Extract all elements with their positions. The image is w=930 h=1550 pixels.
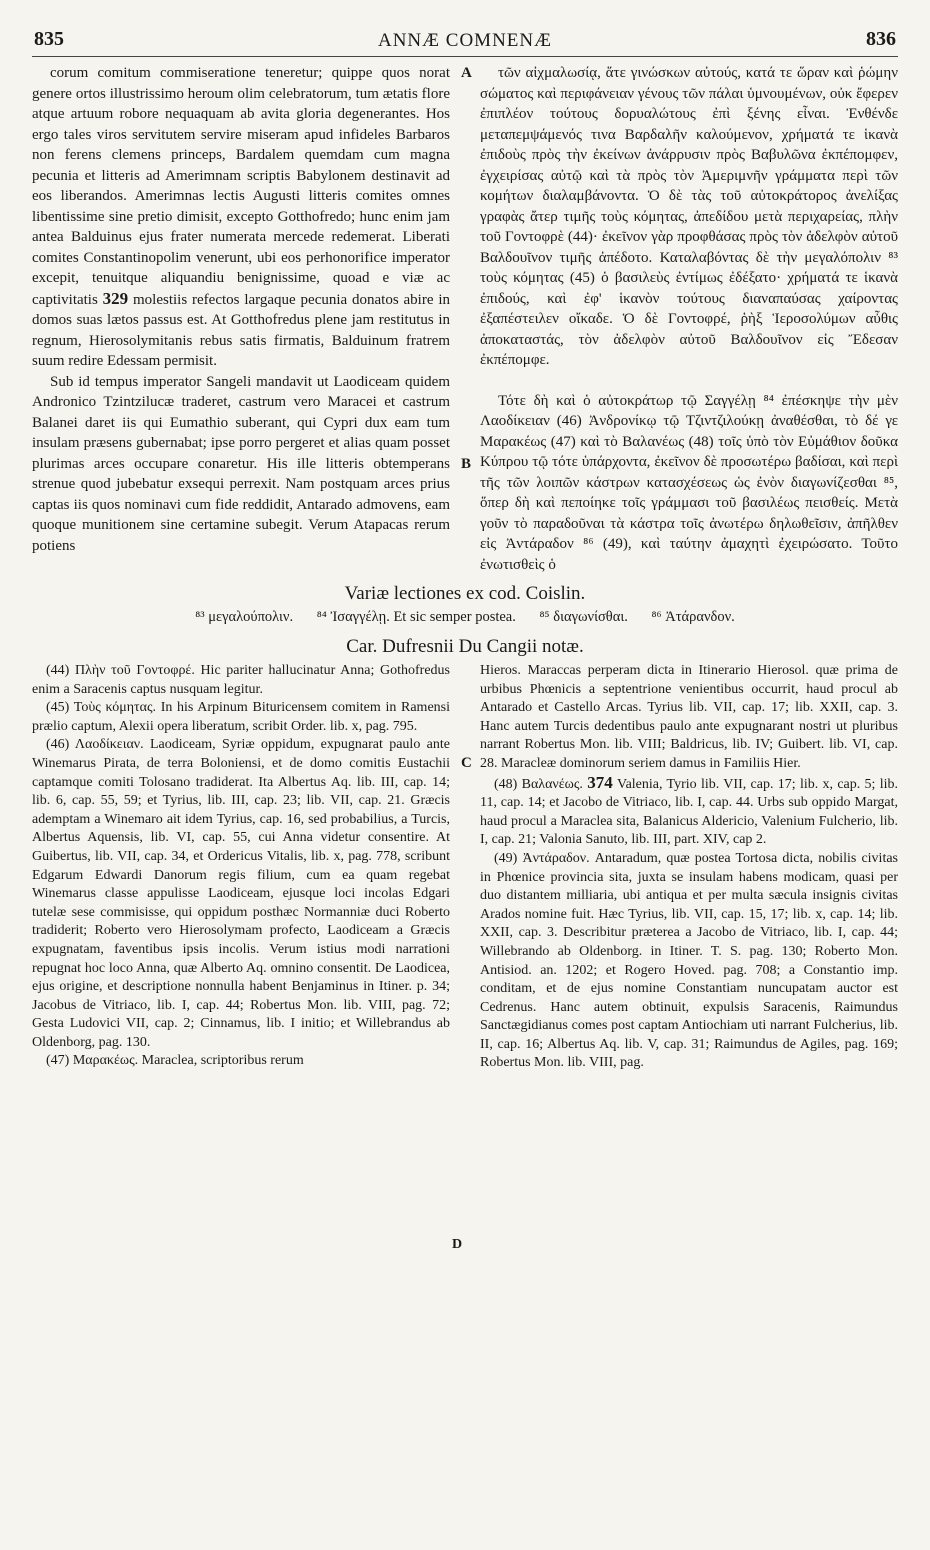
margin-marker-b: B	[461, 456, 472, 472]
margin-marker-d: D	[452, 1237, 463, 1252]
page	[32, 28, 898, 1528]
page-break-number: 329	[102, 288, 129, 308]
note: (46) Λαοδίκειαν. Laodiceam, Syriæ oppidum, expugnarat paulo ante Winemarus Pirata, de terra Boloniensi, et de domo comitis Eustachii captamque comiti Tolosano tradiderat. Ita Albertus Aq. lib. III, cap. 14; lib. 6, cap. 55, 59; et Tyrius, lib. III, cap. 23; lib. VII, cap. 21. Græcis ademptam a Winemaro ait idem Tyrius, cap. 16, sed probabilius, a Turcis, Albertus Aquensis, lib. VI, cap. 55, cui Anna videtur consentire. At Guibertus, lib. VII, cap. 34, et Ordericus Vitalis, lib. x, pag. 778, scribunt Edgarum Edwardi Danorum regis filium, cum ea quam regebat Winemarus classe appulisse Laodiceam, ejusque loci incolas Edgari tutelæ sese commisisse, qui oppidum posthæc Normanniæ duci Roberto tradiderit; Roberto vero Hierosolymam profecto, Laodiceam a Græcis expugnatam, faventibus ipsis incolis. Verum istius modi narrationi repugnat hoc loco Anna, quæ Alberto Aq. omnino consentit. De Laodicea, ejus origine, et descriptione nonnulla habent Benjaminus in Itiner. p. 34; Jacobus de Vitriaco, lib. I, cap. 44; Robertus Mon. lib. VIII, pag. 72; Gesta Ludovici VII, cap. 2; Cinnamus, lib. I initio; et Willebrandus ab Oldenborg, pag. 130.	[32, 737, 450, 1050]
greek-paragraph: Τότε δὴ καὶ ὁ αὐτοκράτωρ τῷ Σαγγέλῃ ⁸⁴ ἐπέσκηψε τὴν μὲν Λαοδίκειαν (46) Ἀνδρονίκῳ τῷ Τζιντζιλούκῃ ἀναθέσθαι, τὸ δέ γε Μαρακέως (47) καὶ τὸ Βαλανέως (48) τοῖς ὑπὸ τὸν Εὐμάθιον δοῦκα Κύπρου τῷ τότε ὑπάρχοντα, ἐκεῖνον δὲ προσωτέρω βαδίσαι, καὶ περὶ τῆς τῶν λοιπῶν κάστρων κατασχέσεως ὡς ἐνὸν διαγωνίζεσθαι ⁸⁵, ὅπερ δὴ καὶ πεποίηκε τοῖς γράμμασι τοῦ βασιλέως πεισθείς. Μετὰ γοῦν τὸ παραδοῦναι τὰ κάστρα τοῖς ἀνωτέρω δηλωθεῖσιν, ἀπῆλθεν εἰς Ἀντάραδον ⁸⁶ (49), καὶ ταύτην ἀμαχητὶ ἐχειρώσατο. Τοῦτο ἐνωτισθεὶς ὁ	[480, 392, 898, 573]
variant-item: ⁸⁶ Ἀτάρανδον.	[651, 609, 735, 625]
page-number-right: 836	[866, 28, 896, 50]
latin-paragraph: Sub id tempus imperator Sangeli mandavit ut Laodiceam quidem Andronico Tzintzilucæ traderet, castrum vero Maracei et castrum Balanei daret iis qui Eumathio suberant, qui Cypri dux eam tum insulam præsens gubernabat; ipse porro pergeret et alias quam posset plurimas arces occupare conaretur. His ille litteris obtemperans strenue quod jubebatur exsequi perrexit. Nam postquam arces prius captas iis quos nominavi cum fide reddidit, Antarado admovens, eam quoque munitionem sine certamine subegit. Verum Atapacas rerum potiens	[32, 373, 450, 554]
variant-item: ⁸³ μεγαλούπολιν.	[195, 609, 294, 625]
variant-readings	[32, 609, 898, 626]
page-number-left: 835	[34, 28, 64, 50]
notes-title: Car. Dufresnii Du Cangii notæ.	[346, 636, 584, 657]
page-break-number: 374	[587, 772, 613, 792]
latin-column	[32, 63, 450, 575]
variants-title: Variæ lectiones ex cod. Coislin.	[344, 583, 586, 604]
notes-left-column	[32, 662, 450, 1073]
note: (48) Βαλανέως. 374 Valenia, Tyrio lib. VII, cap. 17; lib. x, cap. 5; lib. 11, cap. 14; et Jacobo de Vitriaco, lib. I, cap. 44. Urbs sub oppido Margat, haud procul a Maraclea sita, Balanicus Aldericio, Valenium Fulcherio, lib. I, cap. 21; Valonia Sanuto, lib. III, part. XIV, cap 2.	[480, 772, 899, 848]
variant-item: ⁸⁵ διαγωνίσθαι.	[539, 609, 628, 625]
notes-right-column	[480, 662, 898, 1073]
margin-marker-a: A	[461, 65, 472, 81]
note: Hieros. Maraccas perperam dicta in Itinerario Hierosol. quæ prima de urbibus Phœnicis a septentrione venientibus occurrit, haud procul ab Antarado et Castello Arcas. Tyrius lib. VII, cap. 17; lib. XXII, cap. 3. Hanc autem Turcis dedentibus paulo ante expugnarant nostri ut pluribus narrant Robertus Mon. lib. VIII; Baldricus, lib. IV; Guibert. lib. VI, cap. 28. Maracleæ dominorum seriem damus in Familiis Hier.	[480, 663, 898, 771]
note: (49) Ἀντάραδον. Antaradum, quæ postea Tortosa dicta, nobilis civitas in Phœnice provincia sita, juxta se insulam habens modicam, quasi per duo distantem milliaria, ubi antiqua et per multa sæcula insignis civitas Arados nomine fuit. Hæc Tyrius, lib. VII, cap. 15, 17; lib. x, cap. 14; lib. XXII, cap. 3. Describitur præterea a Jacobo de Vitriaco, lib. I, cap. 44; Willebrando ab Oldenborg. in Itiner. T. S. pag. 130; Roberto Mon. Antisiod. an. 1202; et Rogero Hoved. pag. 708; a Constantio imp. conditam, et de ejus nomine Constantiam nuncupatam auctor est Cedrenus. Hanc autem obtinuit, expulsis Saracenis, Raimundus Sanctægidianus comes post captam Antiochiam uti narrant Fulcherius, lib. II, cap. 16; Albertus Aq. lib. V, cap. 31; Raimundus de Agiles, pag. 169; Robertus Mon. lib. VIII, pag.	[480, 850, 898, 1071]
greek-paragraph: τῶν αἰχμαλωσίᾳ, ἅτε γινώσκων αὐτούς, κατά τε ὥραν καὶ ῥώμην σώματος καὶ περιφάνειαν γένους τῶν πάλαι ὑμνουμένων, οὐκ ἔφερεν ἐπιπλέον τούτους δορυαλώτους ἐπὶ ξένης εἶναι. Ἐνθένδε μεταπεμψάμενός τινα Βαρδαλῆν καλούμενον, χρήματά τε ἱκανὰ ἐπιδοὺς πρὸς τὴν ἐκείνων ἀνάρρυσιν πρὸς Βαβυλῶνα ἐκπέπομφεν, ἐγχειρίσας αὐτῷ καὶ τὰ πρὸς τὸν Ἀμεριμνῆν γράμματα περὶ τῶν κομήτων διαλαμβάνοντα. Ὁ δὲ τὰς τοῦ αὐτοκράτορος ἀνελίξας γραφὰς ἄτερ τιμῆς τοὺς κόμητας, ἀπεδίδου μετὰ περιχαρείας, πλὴν τοῦ Γοντοφρὲ (44)· ἐκεῖνον γὰρ προφθάσας πρὸς τὸν ἀδελφὸν αὐτοῦ Βαλδουῖνον τιμῆς ἀπέδοτο. Καταλαβόντας δὲ τὴν μεγαλόπολιν ⁸³ τοὺς κόμητας (45) ὁ βασιλεὺς ἐντίμως ἐδέξατο· χρήματά τε ἱκανὰ ἐπιδούς, καὶ ἐφ' ἱκανὸν τούτους διαναπαύσας χαίροντας ἐξαπέστειλεν οἴκαδε. Ὁ δὲ Γοντοφρέ, ῥὴξ Ἱεροσολύμων αὖθις ἀποκαταστάς, τὸν ἀδελφὸν αὐτοῦ Βαλδουῖνον εἰς Ἔδεσαν ἐκπέπομφε.	[480, 65, 898, 368]
notes-section	[32, 662, 899, 1252]
note: (45) Τοὺς κόμητας. In his Arpinum Bituricensem comitem in Ramensi prælio captum, Alexii opera liberatum, scribit Order. lib. x, pag. 795.	[32, 700, 450, 734]
note: (44) Πλὴν τοῦ Γοντοφρέ. Hic pariter hallucinatur Anna; Gothofredus enim a Saracenis captus nusquam legitur.	[32, 663, 450, 697]
running-title: ANNÆ COMNENÆ	[377, 30, 553, 51]
note: (47) Μαρακέως. Maraclea, scriptoribus rerum	[46, 1053, 304, 1069]
greek-column	[480, 63, 898, 575]
latin-paragraph: corum comitum commiseratione teneretur; quippe quos norat genere ortos illustrissimo heroum olim celebratorum, tum ætatis flore atque artuum robore nequaquam ab avita gloria degenerantes. Hos ergo tales viros servitutem servire miseram apud infideles Barbaros non ferens clemens princeps, Bardalem quemdam cum magna pecunia et litteris ad Amerimnam scriptis Babylonem destinavit ad eos liberandos. Amerimnas lectis Augusti litteris comites omnes libentissime sine pretio dimisit, excepto Gotthofredo; hunc enim jam antea Balduinus ejus frater numerata mercede redemerat. Liberati comites Constantinopolim venerunt, ubi eos perhonorifice imperator excepit, tenuitque aliquandiu benignissime, quoad e viæ ac captivitatis 329 molestiis refectos largaque pecunia donatos abire in domos suas lætos passus est. At Gotthofredus plene jam restitutus in regnum, Hierosolymitanis rebus satis firmatis, Balduinum fratrem suum redire Edessam permisit.	[32, 65, 451, 369]
page-header	[32, 28, 898, 57]
margin-marker-c: C	[461, 755, 472, 771]
variant-item: ⁸⁴ Ἰσαγγέλῃ. Et sic semper postea.	[316, 609, 516, 625]
